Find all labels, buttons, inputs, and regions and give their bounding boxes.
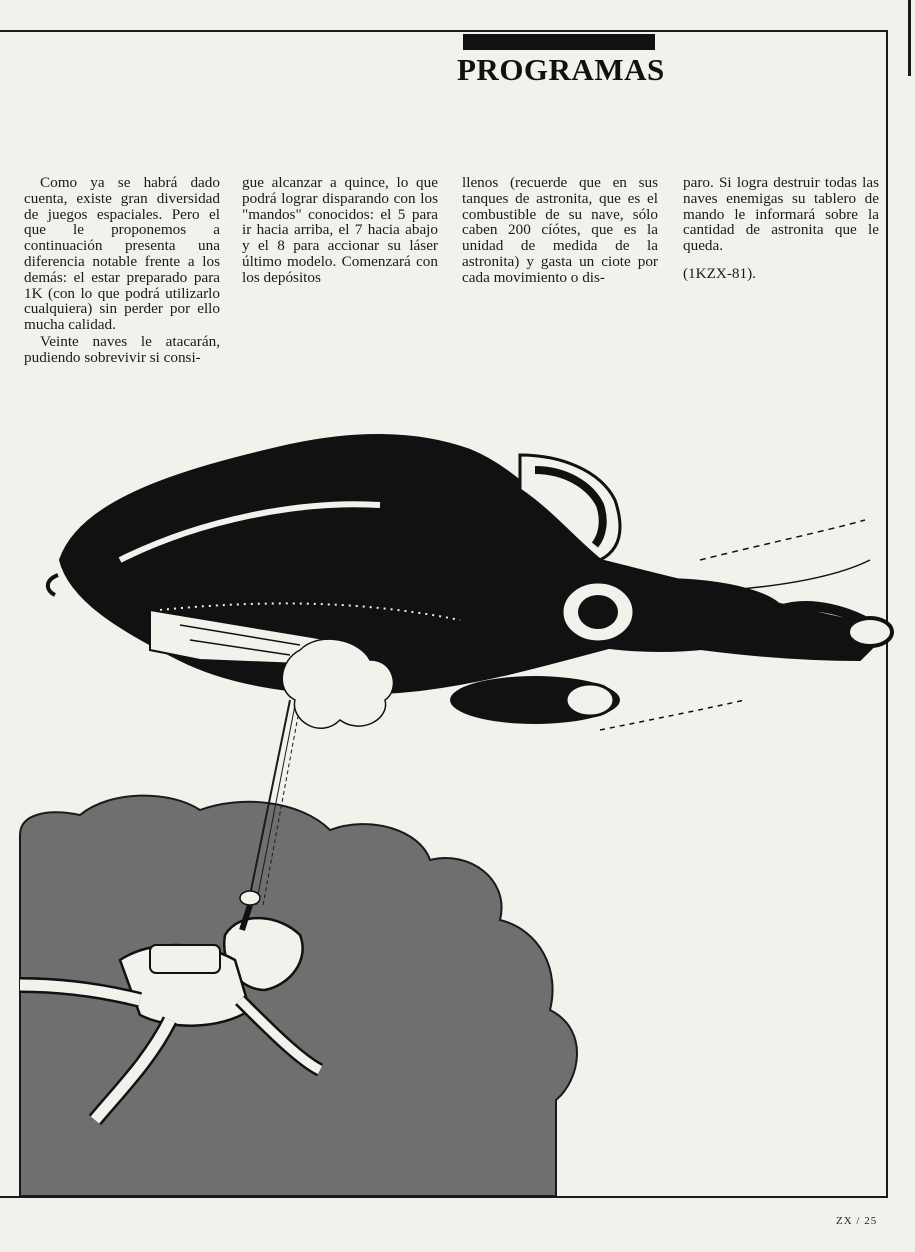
spaceship-illustration — [0, 400, 915, 1200]
program-credit: (1KZX-81). — [683, 264, 756, 282]
paragraph: paro. Si logra destruir todas las naves enemigas su tablero de mando le informará sobre la cantidad de astronita que le queda. — [683, 174, 879, 255]
article-column-4 — [683, 175, 879, 282]
section-header-bar — [463, 34, 655, 50]
paragraph: llenos (recuerde que en sus tanques de astronita, que es el combustible de su nave, sólo caben 200 cíótes, que es la unidad de medida de la astronita) y gasta un ciote por cada movimiento o dis- — [462, 174, 658, 286]
article-column-2 — [242, 175, 438, 286]
paragraph: gue alcanzar a quince, lo que podrá lograr disparando con los "mandos" conocidos: el 5 para ir hacia arriba, el 7 hacia abajo y el 8 para accionar su láser último modelo. Comenzará con los depósitos — [242, 174, 438, 286]
paragraph: Veinte naves le atacarán, pudiendo sobrevivir si consi- — [24, 332, 220, 366]
article-column-3 — [462, 175, 658, 286]
article-column-1 — [24, 175, 220, 366]
paragraph: Como ya se habrá dado cuenta, existe gran diversidad de juegos espaciales. Pero el que le proponemos a continuación presenta una diferencia notable frente a los demás: el estar preparado para 1K (con lo que podrá utilizarlo cualquiera) sin perder por ello mucha calidad. — [24, 174, 220, 334]
section-title: PROGRAMAS — [457, 52, 665, 87]
page-edge-mark — [908, 0, 911, 76]
page-folio: ZX / 25 — [836, 1215, 878, 1227]
